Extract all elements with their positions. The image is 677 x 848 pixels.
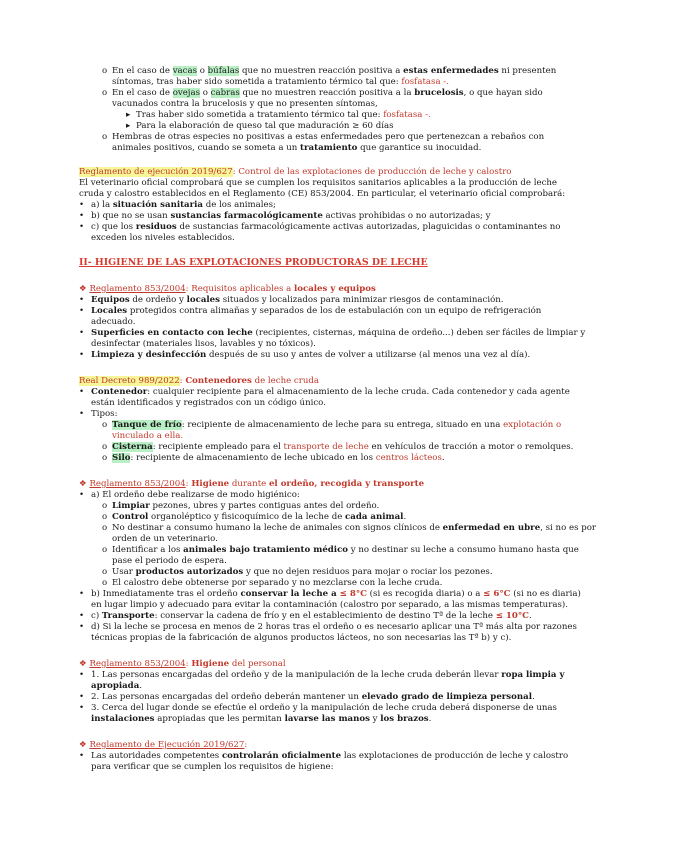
list-item: ▸ Para la elaboración de queso tal que maduración ≥ 60 días [126, 121, 394, 131]
list-item-cont: para verificar que se cumplen los requisitos de higiene: [91, 762, 334, 772]
circle-bullet-icon: o [102, 88, 108, 98]
bullet-icon: • [79, 222, 85, 232]
list-item-cont: instalaciones apropiadas que les permitan lavarse las manos y los brazos. [91, 714, 432, 724]
bullet-icon: • [79, 295, 85, 305]
list-item: • Superficies en contacto con leche (recipientes, cisternas, máquina de ordeño...) deben ser fáciles de limpiar y [79, 328, 586, 338]
list-item: o Control organoléptico y fisicoquímico de la leche de cada animal. [102, 512, 407, 522]
list-item-cont: técnicas propias de la fabricación de algunos productos lácteos, no son necesarias las Tª b) y c). [91, 633, 512, 643]
list-item: • Tipos: [79, 409, 118, 419]
arrow-bullet-icon: ▸ [126, 121, 131, 131]
section-title: Real Decreto 989/2022: Contenedores de leche cruda [79, 376, 320, 386]
circle-bullet-icon: o [102, 578, 108, 588]
section-title: ❖ Reglamento 853/2004: Higiene del personal [79, 659, 286, 669]
list-item: • 1. Las personas encargadas del ordeño y de la manipulación de la leche cruda deberán llevar ropa limpia y [79, 670, 565, 680]
list-item-cont: pase el periodo de espera. [112, 556, 227, 566]
list-item-cont: animales positivos, cuando se someta a un tratamiento que garantice su inocuidad. [112, 143, 482, 153]
paragraph-line: cruda y calostro establecidos en el Reglamento (CE) 853/2004. En particular, el veterinario oficial comprobará: [79, 189, 566, 199]
list-item: • 2. Las personas encargadas del ordeño deberán mantener un elevado grado de limpieza personal. [79, 692, 535, 702]
section-heading: II- HIGIENE DE LAS EXPLOTACIONES PRODUCTORAS DE LECHE [79, 257, 428, 268]
list-item: o No destinar a consumo humano la leche de animales con signos clínicos de enfermedad en ubre, si no es por [102, 523, 596, 533]
section-title: ❖ Reglamento 853/2004: Requisitos aplicables a locales y equipos [79, 284, 376, 294]
list-item: o Tanque de frío: recipiente de almacenamiento de leche para su entrega, situado en una explotación o [102, 420, 562, 430]
diamond-bullet-icon: ❖ [79, 740, 90, 750]
list-item: • Contenedor: cualquier recipiente para el almacenamiento de la leche cruda. Cada contenedor y cada agente [79, 387, 570, 397]
bullet-icon: • [79, 306, 85, 316]
list-item-cont: síntomas, tras haber sido sometida a tratamiento térmico tal que: fosfatasa -. [112, 77, 449, 87]
circle-bullet-icon: o [102, 420, 108, 430]
list-item: o Silo: recipiente de almacenamiento de leche ubicado en los centros lácteos. [102, 453, 445, 463]
bullet-icon: • [79, 328, 85, 338]
circle-bullet-icon: o [102, 442, 108, 452]
list-item: o Usar productos autorizados y que no dejen residuos para mojar o rociar los pezones. [102, 567, 493, 577]
list-item: o En el caso de ovejas o cabras que no muestren reacción positiva a la brucelosis, o que hayan sido [102, 88, 543, 98]
circle-bullet-icon: o [102, 523, 108, 533]
list-item: o Identificar a los animales bajo tratamiento médico y no destinar su leche a consumo humano hasta que [102, 545, 579, 555]
bullet-icon: • [79, 387, 85, 397]
list-item: • a) El ordeño debe realizarse de modo higiénico: [79, 490, 300, 500]
list-item: • Locales protegidos contra alimañas y separados de los de estabulación con un equipo de refrigeración [79, 306, 542, 316]
list-item: • Las autoridades competentes controlarán oficialmente las explotaciones de producción de leche y calostro [79, 751, 569, 761]
list-item: • b) que no se usan sustancias farmacológicamente activas prohibidas o no autorizadas; y [79, 211, 491, 221]
arrow-bullet-icon: ▸ [126, 110, 131, 120]
bullet-icon: • [79, 211, 85, 221]
list-item-cont: apropiada. [91, 681, 142, 691]
list-item: • Limpieza y desinfección después de su uso y antes de volver a utilizarse (al menos una vez al día). [79, 350, 531, 360]
diamond-bullet-icon: ❖ [79, 659, 90, 669]
list-item: o El calostro debe obtenerse por separado y no mezclarse con la leche cruda. [102, 578, 443, 588]
bullet-icon: • [79, 751, 85, 761]
bullet-icon: • [79, 692, 85, 702]
bullet-icon: • [79, 670, 85, 680]
bullet-icon: • [79, 622, 85, 632]
list-item: • c) Transporte: conservar la cadena de frío y en el establecimiento de destino Tª de la leche ≤ 10°C. [79, 611, 532, 621]
bullet-icon: • [79, 490, 85, 500]
list-item: • 3. Cerca del lugar donde se efectúe el ordeño y la manipulación de leche cruda deberá disponerse de unas [79, 703, 557, 713]
list-item: o Cisterna: recipiente empleado para el transporte de leche en vehículos de tracción a motor o remolques. [102, 442, 574, 452]
list-item: • Equipos de ordeño y locales situados y localizados para minimizar riesgos de contaminación. [79, 295, 504, 305]
list-item: o En el caso de vacas o búfalas que no muestren reacción positiva a estas enfermedades ni presenten [102, 66, 557, 76]
section-title: Reglamento de ejecución 2019/627: Control de las explotaciones de producción de leche y calostro [79, 167, 512, 177]
circle-bullet-icon: o [102, 66, 108, 76]
bullet-icon: • [79, 200, 85, 210]
diamond-bullet-icon: ❖ [79, 284, 90, 294]
circle-bullet-icon: o [102, 501, 108, 511]
list-item-cont: vinculado a ella. [112, 431, 184, 441]
list-item: • c) que los residuos de sustancias farmacológicamente activas autorizadas, plaguicidas o contaminantes no [79, 222, 561, 232]
list-item-cont: vacunados contra la brucelosis y que no presenten síntomas, [112, 99, 378, 109]
list-item-cont: orden de un veterinario. [112, 534, 218, 544]
circle-bullet-icon: o [102, 545, 108, 555]
list-item-cont: exceden los niveles establecidos. [91, 233, 235, 243]
circle-bullet-icon: o [102, 567, 108, 577]
list-item: • a) la situación sanitaria de los animales; [79, 200, 276, 210]
section-title: ❖ Reglamento 853/2004: Higiene durante el ordeño, recogida y transporte [79, 479, 425, 489]
bullet-icon: • [79, 409, 85, 419]
section-title: ❖ Reglamento de Ejecución 2019/627: [79, 740, 248, 750]
bullet-icon: • [79, 350, 85, 360]
circle-bullet-icon: o [102, 132, 108, 142]
list-item: ▸ Tras haber sido sometida a tratamiento térmico tal que: fosfatasa -. [126, 110, 431, 120]
paragraph-line: El veterinario oficial comprobará que se cumplen los requisitos sanitarios aplicables a la producción de leche [79, 178, 558, 188]
bullet-icon: • [79, 589, 85, 599]
list-item: • d) Si la leche se procesa en menos de 2 horas tras el ordeño o es necesario aplicar una Tª más alta por razones [79, 622, 577, 632]
diamond-bullet-icon: ❖ [79, 479, 90, 489]
list-item-cont: en lugar limpio y adecuado para evitar la contaminación (calostro por separado, a las mismas temperaturas). [91, 600, 568, 610]
bullet-icon: • [79, 611, 85, 621]
bullet-icon: • [79, 703, 85, 713]
list-item: • b) Inmediatamente tras el ordeño conservar la leche a ≤ 8°C (si es recogida diaria) o a ≤ 6°C (si no es diaria) [79, 589, 581, 599]
list-item-cont: están identificados y registrados con un código único. [91, 398, 326, 408]
list-item-cont: adecuado. [91, 317, 136, 327]
list-item: o Limpiar pezones, ubres y partes contiguas antes del ordeño. [102, 501, 380, 511]
circle-bullet-icon: o [102, 453, 108, 463]
circle-bullet-icon: o [102, 512, 108, 522]
list-item-cont: desinfectar (materiales lisos, lavables y no tóxicos). [91, 339, 316, 349]
list-item: o Hembras de otras especies no positivas a estas enfermedades pero que pertenezcan a rebaños con [102, 132, 545, 142]
